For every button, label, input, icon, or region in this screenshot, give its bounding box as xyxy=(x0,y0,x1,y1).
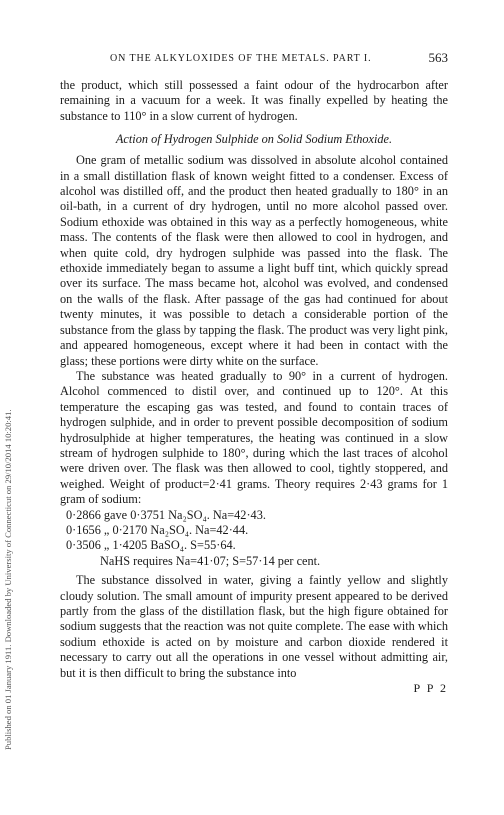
paragraph-2: One gram of metallic sodium was dissolved in absolute alcohol contained in a small distillation flask of known weight fitted to a condenser. Excess of alcohol was distilled off, and the product then heated gradually to 180° in an oil-bath, in a current of dry hydrogen, until no more alcohol passed over. Sodium ethoxide was obtained in this way as a perfectly homogeneous, white mass. The contents of the flask were then allowed to cool in hydrogen, and when quite cold, dry hydrogen sulphide was passed into the flask. The ethoxide immediately began to assume a light buff tint, which quickly spread over its surface. The mass became hot, alcohol was evolved, and condensed on the walls of the flask. After passage of the gas had continued for about twenty minutes, it was possible to detach a considerable portion of the substance from the glass by tapping the flask. The product was very light pink, and appeared homogeneous, except where it had been in contact with the glass; these portions were dirty white on the surface. xyxy=(60,153,448,368)
analysis-line-2: 0·1656 „ 0·2170 Na₂SO₄. Na=42·44. xyxy=(66,522,249,537)
analysis-line-1: 0·2866 gave 0·3751 Na₂SO₄. Na=42·43. xyxy=(66,507,266,522)
analysis-block xyxy=(60,508,448,570)
page xyxy=(60,50,448,696)
page-number: 563 xyxy=(428,50,448,65)
running-title: ON THE ALKYLOXIDES OF THE METALS. PART I. xyxy=(110,53,372,64)
analysis-requirement: NaHS requires Na=41·07; S=57·14 per cent. xyxy=(100,553,321,568)
running-header xyxy=(60,50,448,68)
paragraph-4: The substance dissolved in water, giving a faintly yellow and slightly cloudy solution. The small amount of impurity present appeared to be derived partly from the glass of the distillation flask, but the high figure obtained for sodium suggests that the reaction was not quite complete. The ease with which sodium ethoxide is acted on by moisture and carbon dioxide rendered it necessary to carry out all the operations in one vessel without admitting air, but it is then difficult to bring the substance into xyxy=(60,573,448,680)
signature-mark: P P 2 xyxy=(413,681,448,696)
publication-sidebar-note: Published on 01 January 1911. Downloaded by University of Connecticut on 29/10/2014 10:20:41. xyxy=(3,409,13,750)
section-heading: Action of Hydrogen Sulphide on Solid Sodium Ethoxide. xyxy=(115,132,393,147)
paragraph-1: the product, which still possessed a faint odour of the hydrocarbon after remaining in a vacuum for a week. It was finally expelled by heating the substance to 110° in a slow current of hydrogen. xyxy=(60,78,448,123)
analysis-line-3: 0·3506 „ 1·4205 BaSO₄. S=55·64. xyxy=(66,538,236,553)
paragraph-3: The substance was heated gradually to 90° in a current of hydrogen. Alcohol commenced to distil over, and continued up to 120°. At this temperature the escaping gas was tested, and found to contain traces of hydrogen sulphide, and in order to prevent possible decomposition of sodium hydrosulphide at higher temperatures, the heating was continued in a slow stream of hydrogen sulphide to 180°, during which the last traces of alcohol were driven over. The flask was then allowed to cool, tightly stoppered, and weighed. Weight of product=2·41 grams. Theory requires 2·43 grams for 1 gram of sodium: xyxy=(60,368,448,507)
